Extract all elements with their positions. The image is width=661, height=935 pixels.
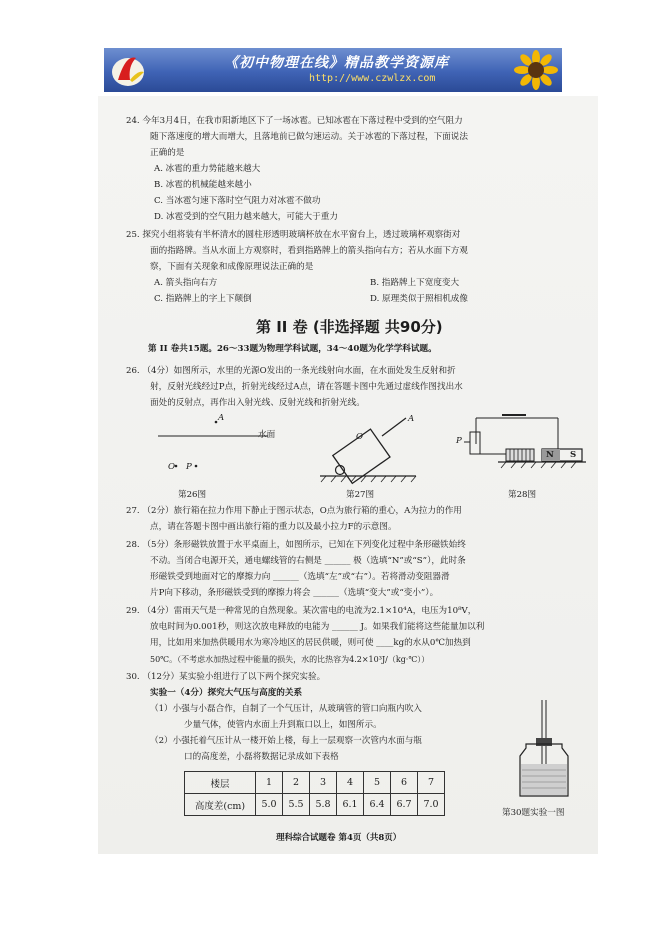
fig26-p-label: P	[186, 462, 192, 472]
q24-line-3: 正确的是	[150, 148, 185, 158]
table-cell-height: 6.7	[391, 794, 418, 816]
site-banner	[104, 48, 562, 92]
q24-line-1: 24. 今年3月4日，在我市阳新地区下了一场冰雹。已知冰雹在下落过程中受到的空气阻力	[126, 116, 463, 126]
exam-page	[98, 96, 598, 854]
sunflower-icon	[514, 50, 558, 90]
q27-line-2: 点，请在答题卡图中画出旅行箱的重力以及最小拉力F的示意图。	[150, 522, 397, 532]
table-cell-height: 5.5	[283, 794, 310, 816]
q25-option-b: B. 指路牌上下宽度变大	[370, 278, 460, 288]
fig26-caption: 第26图	[178, 490, 207, 500]
q24-line-2: 随下落速度的增大而增大，且落地前已做匀速运动。关于冰雹的下落过程，下面说法	[150, 132, 468, 142]
q24-option-d: D. 冰雹受到的空气阻力越来越大，可能大于重力	[154, 212, 338, 222]
table-cell-floor: 7	[418, 772, 445, 794]
q30-line-1: 30. （12分）某实验小组进行了以下两个探究实验。	[126, 672, 326, 682]
table-row-floors	[185, 772, 445, 794]
q29-line-2: 放电时间为0.001秒，则这次放电释放的电能为 ______ J。如果我们能将这些能量加以利	[150, 622, 485, 632]
q24-option-c: C. 当冰雹匀速下落时空气阻力对冰雹不做功	[154, 196, 321, 206]
q26-line-2: 射，反射光线经过P点，折射光线经过A点，请在答题卡图中先通过虚线作图找出水	[150, 382, 463, 392]
q24-option-a: A. 冰雹的重力势能越来越大	[154, 164, 261, 174]
banner-url[interactable]: http://www.czwlzx.com	[309, 73, 436, 84]
table-cell-floor: 6	[391, 772, 418, 794]
table-cell-floor: 5	[364, 772, 391, 794]
q27-line-1: 27. （2分）旅行箱在拉力作用下静止于图示状态，O点为旅行箱的重心，A为拉力的作用	[126, 506, 462, 516]
q30-line-2: 实验一（4分）探究大气压与高度的关系	[150, 688, 303, 698]
table-cell-floor: 1	[256, 772, 283, 794]
q28-line-2: 不动。当闭合电源开关，通电螺线管的右侧是 ______ 极（选填“N”或“S”），此时条	[150, 556, 466, 566]
q25-line-2: 面的指路牌。当从水面上方观察时，看到指路牌上的箭头指向右方；若从水面下方观	[150, 246, 468, 256]
table-cell-height: 7.0	[418, 794, 445, 816]
barometer-caption: 第30题实验一图	[502, 808, 565, 818]
q29-line-3: 用，比如用来加热供暖用水为寒冷地区的居民供暖，则可使 ____kg的水从0℃加热到	[150, 638, 471, 648]
q25-option-c: C. 指路牌上的字上下颠倒	[154, 294, 252, 304]
q28-line-4: 片P向下移动，条形磁铁受到的摩擦力将会 ______（选填“变大”或“变小”）。	[150, 588, 439, 598]
table-cell-height: 5.8	[310, 794, 337, 816]
section-note: 第 II 卷共15题。26～33题为物理学科试题，34～40题为化学学科试题。	[148, 344, 437, 354]
table-header-height: 高度差(cm)	[185, 794, 256, 816]
table-row-heights	[185, 794, 445, 816]
fig28-p-label: P	[456, 436, 462, 446]
site-logo-icon	[108, 50, 152, 90]
table-cell-height: 5.0	[256, 794, 283, 816]
section-title: 第 II 卷 (非选择题 共90分)	[256, 318, 443, 336]
q30-line-3: （1）小强与小磊合作，自制了一个气压计，从玻璃管的管口向瓶内吹入	[150, 704, 422, 714]
fig27-a-label: A	[408, 414, 415, 424]
q25-option-d: D. 原理类似于照相机成像	[370, 294, 468, 304]
q28-line-1: 28. （5分）条形磁铁放置于水平桌面上，如图所示，已知在下列变化过程中条形磁铁始终	[126, 540, 466, 550]
table-cell-floor: 3	[310, 772, 337, 794]
table-cell-height: 6.4	[364, 794, 391, 816]
barometer-figure	[512, 700, 572, 800]
q30-line-4: 少量气体，使管内水面上升到瓶口以上，如图所示。	[184, 720, 382, 730]
fig26-a-label: A	[218, 413, 225, 423]
fig26-water-label: 水面	[258, 430, 276, 440]
q25-line-1: 25. 探究小组将装有半杯清水的圆柱形透明玻璃杯放在水平窗台上，透过玻璃杯观察街对	[126, 230, 461, 240]
fig27-caption: 第27图	[346, 490, 375, 500]
fig28-n-label: N	[546, 450, 554, 460]
q29-line-4: 50℃。（不考虑水加热过程中能量的损失，水的比热容为4.2×10³J/（kg·℃））	[150, 655, 430, 664]
table-header-floor: 楼层	[185, 772, 256, 794]
altitude-data-table	[184, 771, 445, 816]
figure-27	[320, 414, 420, 486]
q25-line-3: 察，下面有关现象和成像原理说法正确的是	[150, 262, 314, 272]
figure-26	[158, 416, 308, 476]
fig26-o-label: O	[168, 462, 176, 472]
fig28-caption: 第28图	[508, 490, 537, 500]
q26-line-1: 26. （4分）如图所示，水里的光源O发出的一条光线射向水面，在水面处发生反射和折	[126, 366, 456, 376]
figure-28	[458, 404, 588, 484]
q24-option-b: B. 冰雹的机械能越来越小	[154, 180, 252, 190]
fig27-o-label: O	[356, 432, 364, 442]
q30-line-6: 口的高度差，小磊将数据记录成如下表格	[184, 752, 339, 762]
table-cell-floor: 4	[337, 772, 364, 794]
q25-option-a: A. 箭头指向右方	[154, 278, 218, 288]
q28-line-3: 形磁铁受到地面对它的摩擦力向 ______（选填“左”或“右”）。若将滑动变阻器滑	[150, 572, 450, 582]
page-footer: 理科综合试题卷 第4页（共8页）	[276, 833, 402, 843]
table-cell-floor: 2	[283, 772, 310, 794]
table-cell-height: 6.1	[337, 794, 364, 816]
banner-title: 《初中物理在线》精品教学资源库	[224, 55, 449, 71]
fig28-s-label: S	[570, 450, 577, 460]
q29-line-1: 29. （4分）雷雨天气是一种常见的自然现象。某次雷电的电流为2.1×10⁴A，电压为10⁸V，	[126, 606, 477, 616]
q26-line-3: 面处的反射点，再作出入射光线、反射光线和折射光线。	[150, 398, 365, 408]
q30-line-5: （2）小强托着气压计从一楼开始上楼，每上一层观察一次管内水面与瓶	[150, 736, 422, 746]
